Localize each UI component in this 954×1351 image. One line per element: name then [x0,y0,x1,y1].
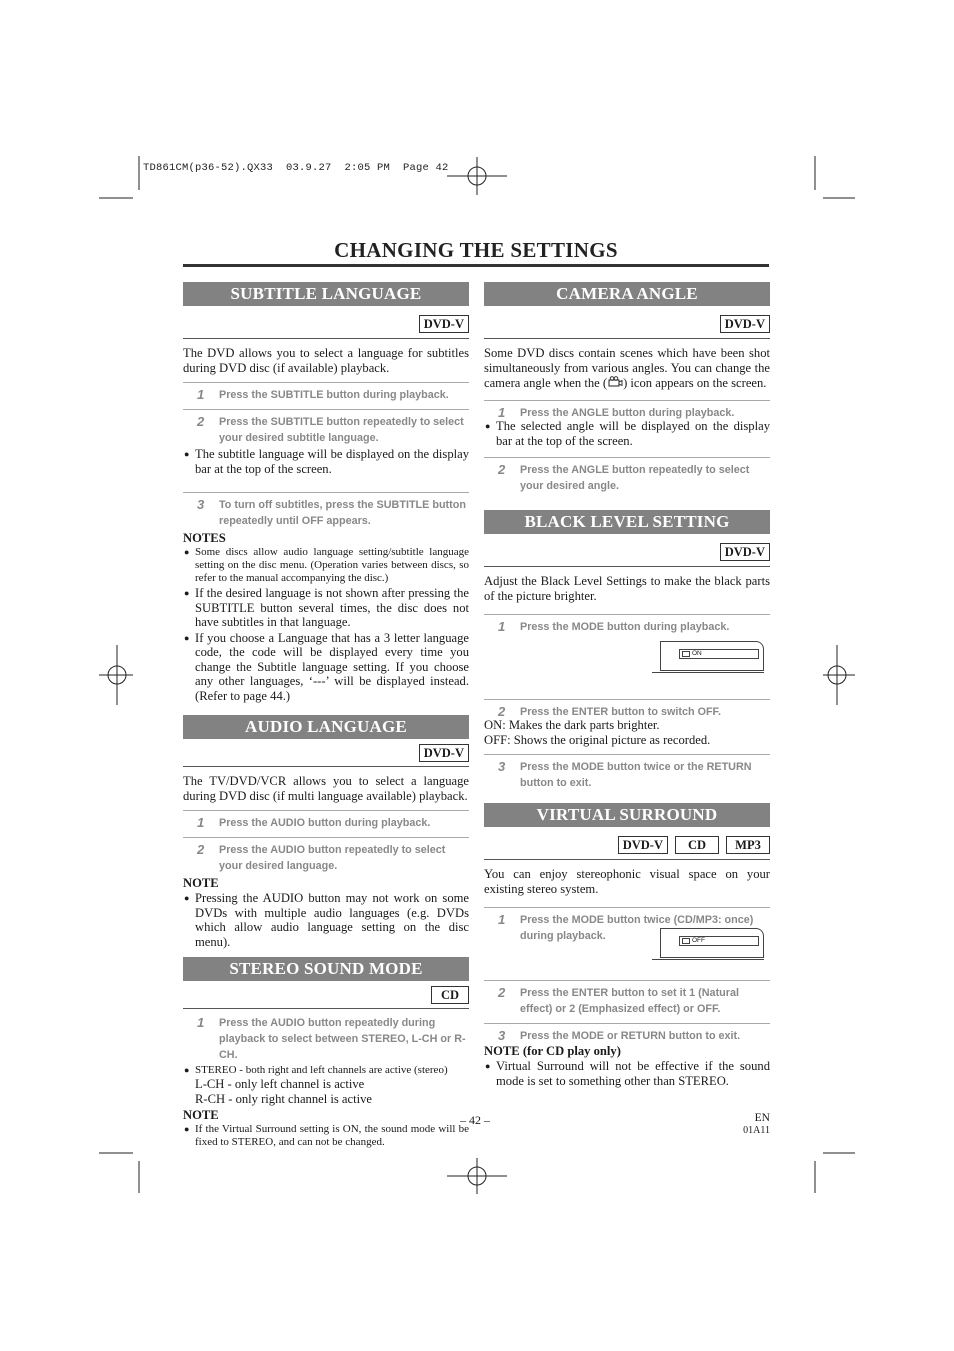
divider [183,338,469,339]
disc-badge: CD [675,836,719,854]
bullet-item: ● The selected angle will be displayed on the display bar at the top of the screen. [485,419,770,448]
disc-badge: DVD-V [419,315,469,333]
section-intro: You can enjoy stereophonic visual space on your existing stereo system. [484,867,770,896]
left-column [183,282,469,1149]
bullet-icon: ● [184,449,190,459]
step-text: Press the MODE button during playback. [520,621,730,633]
step-text: Press the AUDIO button during playback. [219,817,431,829]
setting-description: OFF: Shows the original picture as recorded. [484,732,711,747]
note-item: ● Some discs allow audio language setting/subtitle language setting on the disc menu. (Operation varies between discs, so refer to the manual accompanying the disc.) [184,546,469,584]
step-number: 3 [197,497,205,512]
page-number: – 42 – [460,1113,490,1127]
step-text: Press the SUBTITLE button repeatedly to select your desired subtitle language. [219,416,464,444]
note-item: ● Pressing the AUDIO button may not work on some DVDs with multiple audio languages (e.g. DVDs which allow audio language setting on the disc menu). [184,891,469,949]
step [484,400,770,421]
bullet-icon: ● [485,421,491,431]
step [484,1023,770,1044]
step [183,382,469,403]
camera-angle-section [484,282,770,494]
disc-badge: DVD-V [720,315,770,333]
note-item: ● If the desired language is not shown after pressing the SUBTITLE button several times, the disc does not have subtitles in that language. [184,586,469,629]
divider [183,1008,469,1009]
notes-label: NOTES [183,531,226,545]
channel-line: L-CH - only left channel is active [195,1077,365,1091]
divider [484,566,770,567]
bullet-item: ● The subtitle language will be displayed on the display bar at the top of the screen. [184,447,469,476]
section-heading: VIRTUAL SURROUND [484,803,770,827]
note-label: NOTE [183,1108,219,1122]
step-number: 1 [197,815,205,830]
note-item: ● If you choose a Language that has a 3 letter language code, the code will be displayed every time you change the Subtitle language setting. If you choose any other languages, ‘---’ will be displayed instead. (Refer to page 44.) [184,630,469,703]
document-code: 01A11 [743,1125,770,1136]
step [484,754,770,791]
step-number: 1 [197,387,205,402]
disc-badge: DVD-V [618,836,668,854]
step [183,492,469,529]
section-heading: STEREO SOUND MODE [183,957,469,981]
step-text: Press the ENTER button to set it 1 (Natural effect) or 2 (Emphasized effect) or OFF. [520,987,739,1015]
display-bar-frame [660,928,764,958]
step [183,1011,469,1063]
right-column [484,282,770,1088]
bullet-icon: ● [184,1124,190,1134]
step-text: Press the MODE or RETURN button to exit. [520,1030,741,1042]
disc-badge: DVD-V [419,744,469,762]
page-title: CHANGING THE SETTINGS [334,238,618,262]
step [484,980,770,1017]
divider [484,859,770,860]
step-number: 2 [197,414,205,429]
channel-line: R-CH - only right channel is active [195,1091,372,1106]
step-text: Press the AUDIO button repeatedly during playback to select between STEREO, L-CH or R-CH. [219,1017,466,1061]
virtual-surround-section [484,803,770,1088]
title-rule [183,264,769,267]
section-intro: Some DVD discs contain scenes which have been shot simultaneously from various angles. You can change the camera angle when the ( ) icon appears on the screen. [484,346,770,390]
step-number: 2 [498,462,506,477]
step-text: Press the AUDIO button repeatedly to select your desired language. [219,844,446,872]
step [484,457,770,494]
step-number: 3 [498,1028,506,1043]
step-number: 3 [498,759,506,774]
step [183,810,469,831]
bullet-item: ● STEREO - both right and left channels are active (stereo) [184,1064,448,1076]
setting-description: ON: Makes the dark parts brighter. [484,718,660,732]
step-text: Press the SUBTITLE button during playback. [219,389,449,401]
bullet-icon: ● [184,1065,190,1075]
audio-language-section [183,715,469,949]
disc-badge: DVD-V [720,543,770,561]
display-bar [679,936,759,946]
note-item: ● Virtual Surround will not be effective if the sound mode is set to something other than STEREO. [485,1059,770,1088]
step-text: Press the ENTER button to switch OFF. [520,706,721,718]
step-text: To turn off subtitles, press the SUBTITLE button repeatedly until OFF appears. [219,499,466,527]
note-item: ● If the Virtual Surround setting is ON, the sound mode will be fixed to STEREO, and can not be changed. [184,1123,469,1148]
display-bar [679,649,759,659]
section-heading: AUDIO LANGUAGE [183,715,469,739]
bullet-icon: ● [184,588,190,598]
step-number: 1 [498,619,506,634]
disc-badge: CD [431,986,469,1004]
step [484,614,770,635]
step [183,837,469,874]
subtitle-language-section [183,282,469,703]
divider [183,766,469,767]
display-bar-value: ON [692,650,702,657]
note-label: NOTE (for CD play only) [484,1044,621,1058]
bullet-icon: ● [184,893,190,903]
step-text: Press the MODE button twice (CD/MP3: once) during playback. [520,914,754,942]
bullet-icon: ● [184,632,190,643]
step-text: Press the ANGLE button during playback. [520,407,735,419]
step-text: Press the ANGLE button repeatedly to select your desired angle. [520,464,750,492]
section-heading: CAMERA ANGLE [484,282,770,306]
step-number: 1 [498,912,506,927]
black-level-icon [682,651,690,657]
disc-badge: MP3 [726,836,770,854]
step-number: 2 [498,704,506,719]
step-text: Press the MODE button twice or the RETURN button to exit. [520,761,752,789]
step-number: 2 [498,985,506,1000]
step-number: 1 [197,1015,205,1030]
section-heading: BLACK LEVEL SETTING [484,510,770,534]
section-intro: The TV/DVD/VCR allows you to select a language during DVD disc (if multi language available) playback. [183,774,469,803]
section-heading: SUBTITLE LANGUAGE [183,282,469,306]
language-code: EN [754,1112,770,1124]
step-number: 1 [498,405,506,420]
bullet-icon: ● [485,1061,491,1071]
bullet-icon: ● [184,547,190,557]
on-screen-display [484,641,770,679]
divider [484,338,770,339]
display-bar-value: OFF [692,937,705,944]
display-bar-frame [660,641,764,671]
step [183,409,469,446]
print-header-slug: TD861CM(p36-52).QX33 03.9.27 2:05 PM Page 42 [143,162,449,174]
section-intro: Adjust the Black Level Settings to make the black parts of the picture brighter. [484,574,770,603]
step-number: 2 [197,842,205,857]
note-label: NOTE [183,876,219,890]
camera-angle-icon [607,376,623,388]
on-screen-display [484,928,770,966]
black-level-section [484,510,770,791]
step [484,699,770,720]
surround-icon [682,938,690,944]
section-intro: The DVD allows you to select a language for subtitles during DVD disc (if available) playback. [183,346,469,375]
